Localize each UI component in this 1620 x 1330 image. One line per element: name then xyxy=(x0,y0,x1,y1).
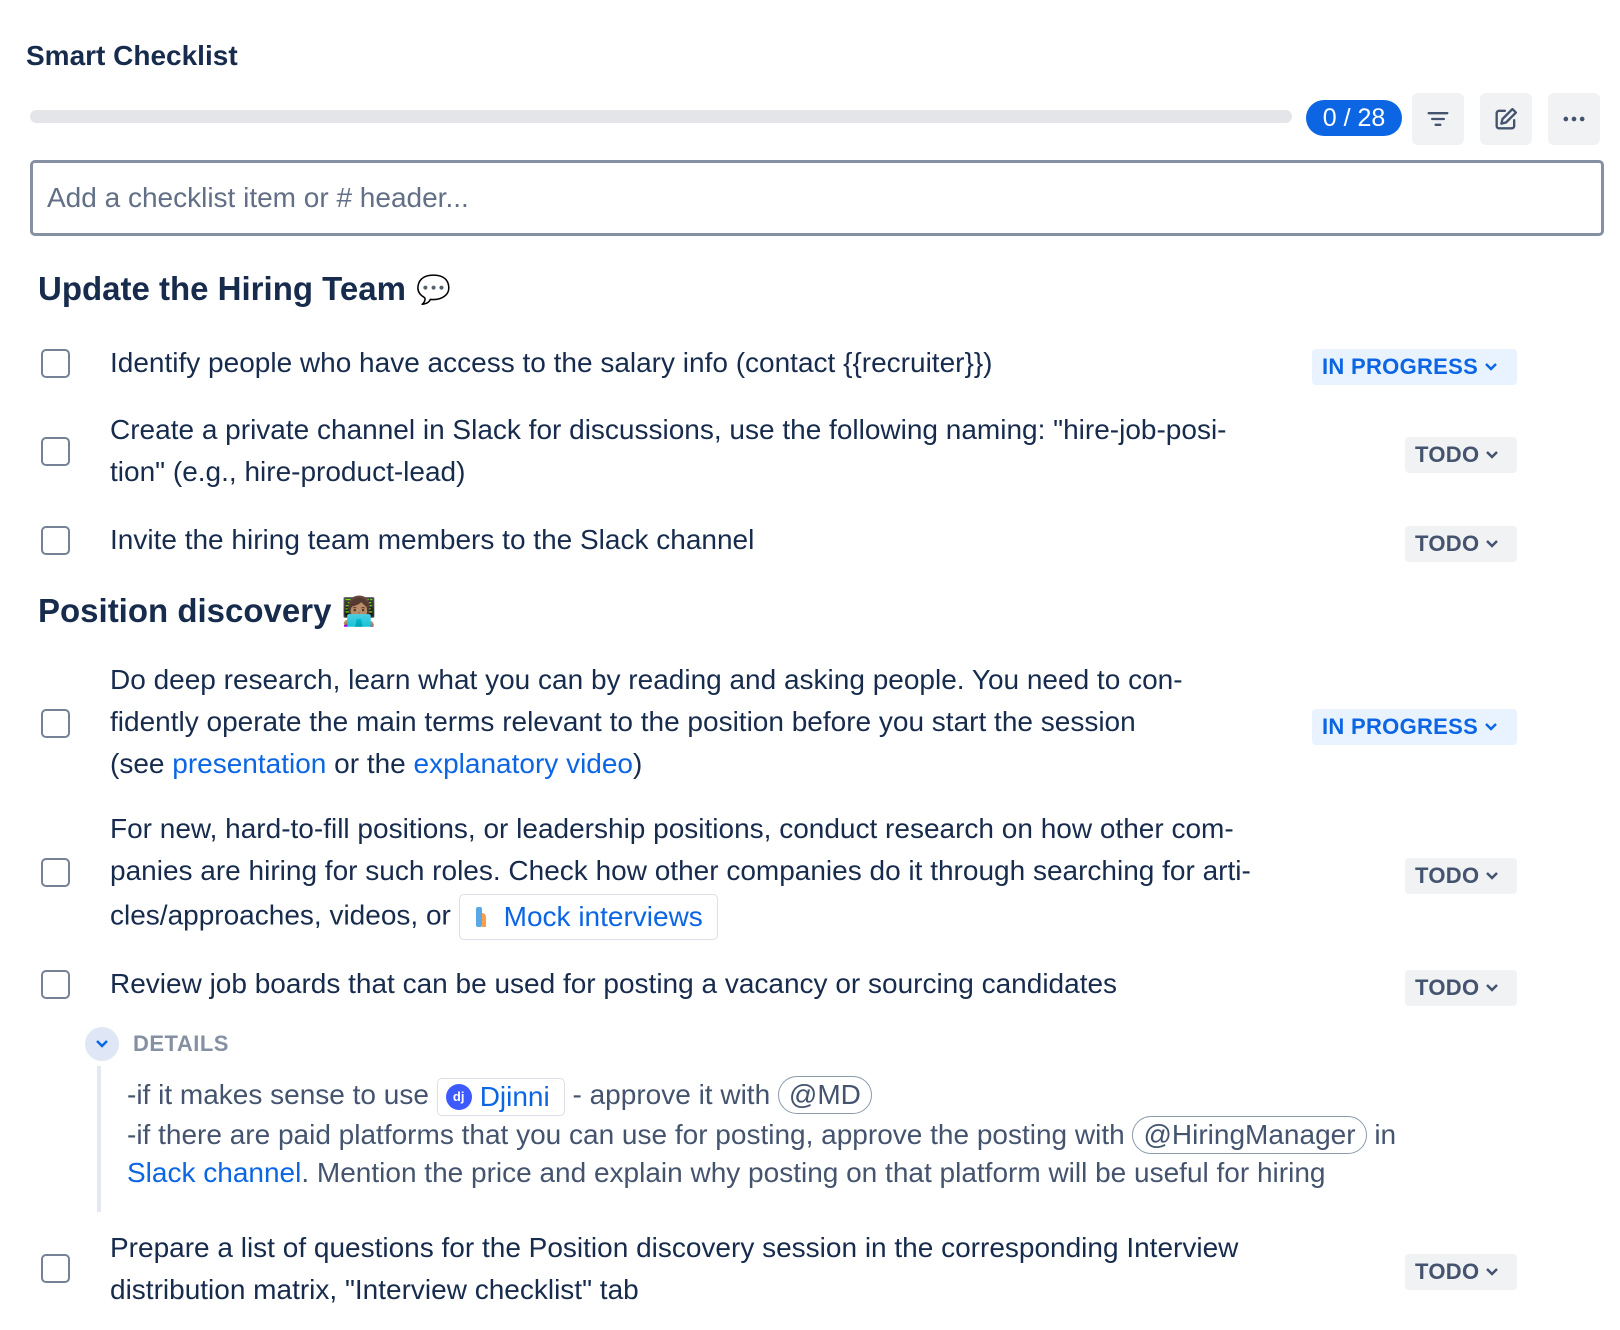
status-label: TODO xyxy=(1415,975,1480,1000)
chevron-down-icon xyxy=(1485,537,1499,551)
details-line xyxy=(127,1116,1577,1154)
status-dropdown[interactable] xyxy=(1405,858,1517,894)
status-label: TODO xyxy=(1415,1259,1480,1284)
item-text: Review job boards that can be used for posting a vacancy or sourcing candidates xyxy=(110,968,1118,999)
djinni-logo-icon: dj xyxy=(446,1084,472,1110)
status-dropdown[interactable] xyxy=(1405,970,1517,1006)
item-text-line: Create a private channel in Slack for discussions, use the following naming: "hire-job-posi- xyxy=(110,414,1227,445)
status-label: TODO xyxy=(1415,442,1480,467)
item-checkbox[interactable] xyxy=(41,1254,70,1283)
text-span: -if there are paid platforms that you can use for posting, approve the posting with xyxy=(127,1118,1133,1150)
text-span: ) xyxy=(633,748,643,779)
djinni-smart-link[interactable] xyxy=(437,1078,565,1116)
item-text-line: fidently operate the main terms relevant to the position before you start the session xyxy=(110,706,1136,737)
item-text-line: distribution matrix, "Interview checklist" tab xyxy=(110,1274,639,1305)
chevron-down-icon xyxy=(1485,448,1499,462)
section-title: Position discovery xyxy=(38,592,332,629)
technologist-emoji-icon: 👩🏽‍💻 xyxy=(341,594,377,628)
status-dropdown[interactable] xyxy=(1312,709,1517,745)
item-text-line xyxy=(110,894,1251,940)
add-checklist-item-input[interactable] xyxy=(30,160,1604,236)
status-dropdown[interactable] xyxy=(1405,526,1517,562)
status-dropdown[interactable] xyxy=(1312,349,1517,385)
smart-link-label: Djinni xyxy=(479,1080,550,1112)
edit-icon xyxy=(1492,105,1520,133)
item-text-line: For new, hard-to-fill positions, or leadership positions, conduct research on how other com- xyxy=(110,813,1234,844)
text-span: - approve it with xyxy=(564,1079,778,1110)
text-span: cles/approaches, videos, or xyxy=(110,899,459,931)
presentation-link[interactable]: presentation xyxy=(172,748,327,779)
details-toggle[interactable] xyxy=(85,1027,229,1061)
more-icon xyxy=(1560,105,1588,133)
item-checkbox[interactable] xyxy=(41,970,70,999)
status-dropdown[interactable] xyxy=(1405,437,1517,473)
text-span: (see xyxy=(110,748,173,779)
item-checkbox[interactable] xyxy=(41,526,70,555)
mock-interviews-smart-link[interactable] xyxy=(459,894,718,940)
details-label: DETAILS xyxy=(133,1031,229,1056)
mock-interviews-app-icon xyxy=(472,905,496,929)
item-text: Invite the hiring team members to the Slack channel xyxy=(110,524,755,555)
details-line xyxy=(127,1076,1577,1116)
edit-button[interactable] xyxy=(1480,93,1532,145)
section-header-position-discovery xyxy=(38,592,376,630)
section-header-update-hiring-team xyxy=(38,270,451,308)
slack-channel-link[interactable]: Slack channel xyxy=(127,1156,302,1188)
chevron-down-icon xyxy=(1484,720,1498,734)
filter-button[interactable] xyxy=(1412,93,1464,145)
item-checkbox[interactable] xyxy=(41,437,70,466)
smart-link-label: Mock interviews xyxy=(503,901,703,932)
item-checkbox[interactable] xyxy=(41,709,70,738)
details-content xyxy=(97,1066,1577,1212)
chevron-down-icon xyxy=(1485,981,1499,995)
checklist-title: Smart Checklist xyxy=(26,40,238,71)
status-dropdown[interactable] xyxy=(1405,1254,1517,1290)
item-checkbox[interactable] xyxy=(41,349,70,378)
item-text xyxy=(110,409,1227,493)
text-span: in xyxy=(1366,1118,1397,1150)
text-span: or the xyxy=(326,748,414,779)
mention-md[interactable]: @MD xyxy=(778,1076,872,1114)
status-label: TODO xyxy=(1415,863,1480,888)
mention-hiring-manager[interactable]: @HiringManager xyxy=(1132,1116,1366,1154)
item-text xyxy=(110,808,1251,940)
speech-bubble-icon: 💬 xyxy=(415,272,451,306)
explanatory-video-link[interactable]: explanatory video xyxy=(413,748,634,779)
item-text-line xyxy=(110,743,1183,785)
item-text-line: tion" (e.g., hire-product-lead) xyxy=(110,456,466,487)
details-line xyxy=(127,1154,1577,1192)
item-text: Identify people who have access to the salary info (contact {{recruiter}}) xyxy=(110,347,993,378)
status-label: IN PROGRESS xyxy=(1322,354,1479,379)
status-label: IN PROGRESS xyxy=(1322,714,1479,739)
progress-count-badge: 0 / 28 xyxy=(1306,100,1402,136)
chevron-down-icon xyxy=(1485,1265,1499,1279)
item-text xyxy=(110,659,1183,785)
chevron-down-icon xyxy=(1484,360,1498,374)
text-span: . Mention the price and explain why posting on that platform will be useful for hiring xyxy=(301,1156,1326,1188)
item-text xyxy=(110,1227,1238,1311)
progress-bar xyxy=(30,110,1292,123)
section-title: Update the Hiring Team xyxy=(38,270,406,307)
item-text-line: Prepare a list of questions for the Position discovery session in the corresponding Interview xyxy=(110,1232,1239,1263)
more-actions-button[interactable] xyxy=(1548,93,1600,145)
item-text-line: Do deep research, learn what you can by reading and asking people. You need to con- xyxy=(110,664,1183,695)
chevron-down-icon xyxy=(1485,869,1499,883)
item-text-line: panies are hiring for such roles. Check how other companies do it through searching for arti- xyxy=(110,855,1251,886)
filter-icon xyxy=(1424,105,1452,133)
text-span: -if it makes sense to use xyxy=(127,1079,437,1110)
status-label: TODO xyxy=(1415,531,1480,556)
item-checkbox[interactable] xyxy=(41,858,70,887)
chevron-down-icon xyxy=(85,1027,119,1061)
